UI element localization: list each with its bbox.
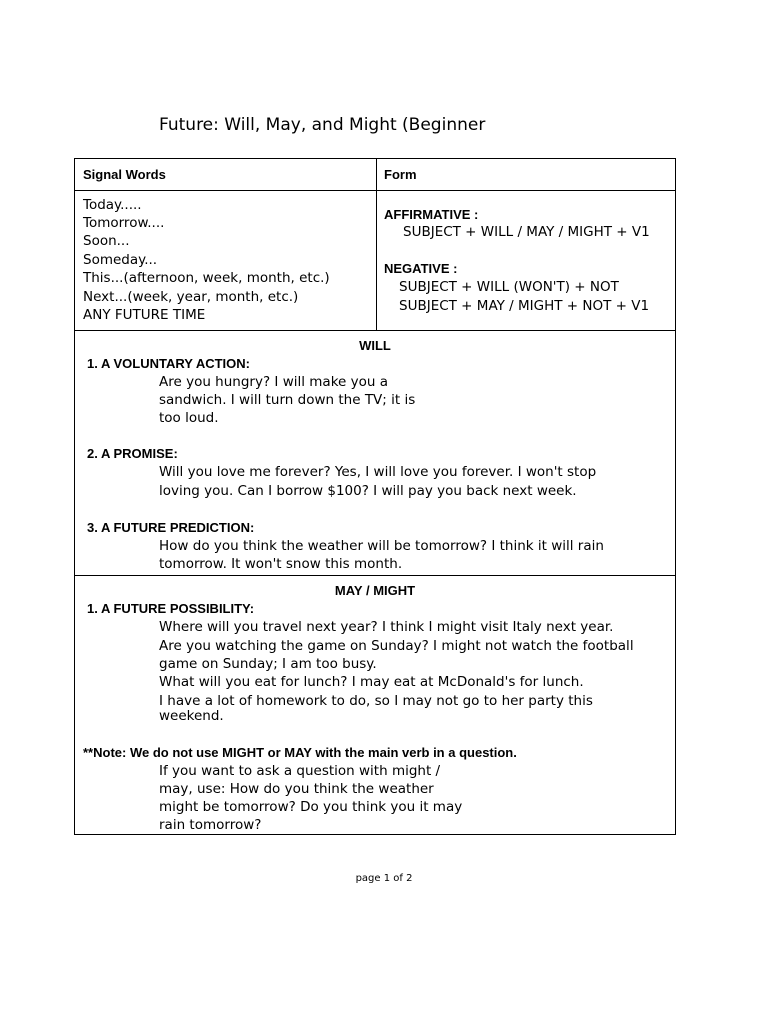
page-title: Future: Will, May, and Might (Beginner [159, 115, 486, 135]
example-line: I have a lot of homework to do, so I may not go to her party this [159, 693, 593, 709]
note-line: may, use: How do you think the weather [159, 781, 434, 797]
may-might-heading: MAY / MIGHT [334, 583, 416, 598]
example-line: tomorrow. It won't snow this month. [159, 556, 403, 572]
note: **Note: We do not use MIGHT or MAY with the main verb in a question. [83, 745, 517, 760]
note-line: rain tomorrow? [159, 817, 262, 833]
example-line: weekend. [159, 708, 224, 724]
section-divider-may-might [75, 575, 675, 576]
header-form: Form [384, 167, 417, 182]
example-line: Are you hungry? I will make you a [159, 374, 388, 390]
column-divider [376, 159, 377, 330]
negative-formula: SUBJECT + MAY / MIGHT + NOT + V1 [399, 298, 650, 314]
will-heading: WILL [359, 338, 391, 353]
signal-word: Next...(week, year, month, etc.) [83, 289, 299, 305]
grammar-table [74, 158, 676, 835]
signal-word: Today..... [83, 197, 142, 213]
signal-word: ANY FUTURE TIME [83, 307, 206, 323]
example-line: Will you love me forever? Yes, I will love you forever. I won't stop [159, 464, 597, 480]
signal-word: Someday... [83, 252, 158, 268]
example-line: too loud. [159, 410, 219, 426]
example-line: Are you watching the game on Sunday? I might not watch the football [159, 638, 634, 654]
signal-word: Tomorrow.... [83, 215, 165, 231]
example-line: What will you eat for lunch? I may eat at McDonald's for lunch. [159, 674, 584, 690]
page-number: page 1 of 2 [355, 873, 413, 884]
negative-label: NEGATIVE : [384, 261, 458, 276]
signal-word: Soon... [83, 233, 130, 249]
negative-formula: SUBJECT + WILL (WON'T) + NOT [399, 279, 619, 295]
note-line: might be tomorrow? Do you think you it may [159, 799, 463, 815]
affirmative-formula: SUBJECT + WILL / MAY / MIGHT + V1 [403, 224, 650, 240]
signal-word: This...(afternoon, week, month, etc.) [83, 270, 330, 286]
header-signal-words: Signal Words [83, 167, 166, 182]
affirmative-label: AFFIRMATIVE : [384, 207, 479, 222]
example-line: sandwich. I will turn down the TV; it is [159, 392, 416, 408]
section-divider-will [75, 330, 675, 331]
example-line: How do you think the weather will be tomorrow? I think it will rain [159, 538, 604, 554]
will-section-title: 1. A VOLUNTARY ACTION: [87, 356, 250, 371]
will-section-title: 3. A FUTURE PREDICTION: [87, 520, 255, 535]
example-line: loving you. Can I borrow $100? I will pay you back next week. [159, 483, 577, 499]
may-might-section-title: 1. A FUTURE POSSIBILITY: [87, 601, 255, 616]
note-line: If you want to ask a question with might / [159, 763, 441, 779]
example-line: Where will you travel next year? I think I might visit Italy next year. [159, 619, 614, 635]
example-line: game on Sunday; I am too busy. [159, 656, 377, 672]
header-divider [75, 190, 675, 191]
will-section-title: 2. A PROMISE: [87, 446, 178, 461]
